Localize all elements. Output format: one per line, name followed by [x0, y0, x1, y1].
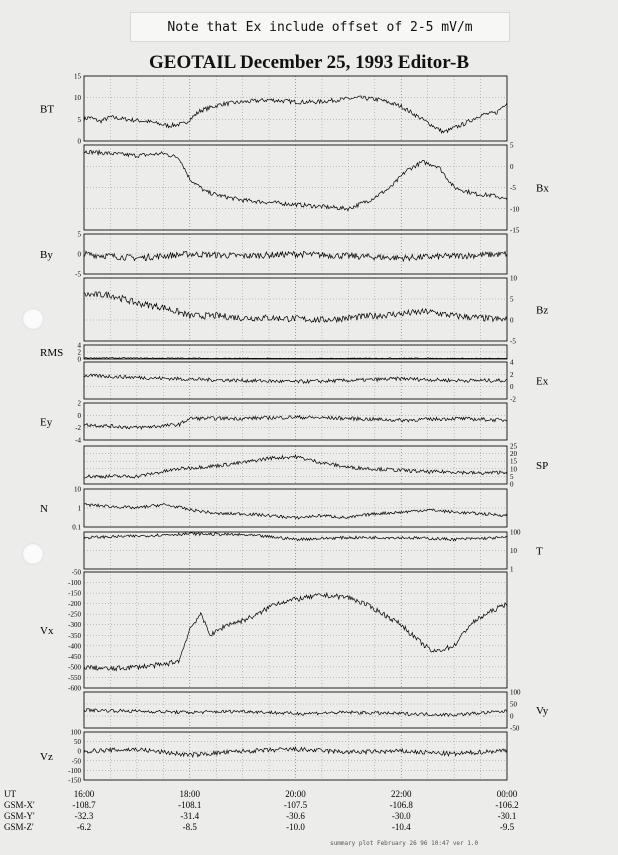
- ephemeris-value: 00:00: [496, 789, 518, 799]
- tick-label: -5: [75, 270, 81, 279]
- tick-label: 100: [510, 688, 521, 697]
- tick-label: 0: [510, 383, 514, 392]
- ephemeris-value: -108.7: [72, 800, 96, 810]
- panel-vy: [84, 689, 549, 733]
- tick-label: 15: [510, 457, 517, 466]
- ephemeris-value: -106.8: [389, 800, 413, 810]
- panel-label: Vx: [40, 625, 54, 637]
- ephemeris-value: -10.0: [286, 822, 305, 832]
- tick-label: 4: [77, 341, 81, 350]
- tick-label: -50: [71, 568, 81, 577]
- tick-label: -50: [71, 757, 81, 766]
- tick-label: -10: [510, 205, 520, 214]
- tick-label: 2: [77, 348, 81, 357]
- tick-label: -2: [75, 424, 81, 433]
- tick-label: 100: [510, 528, 521, 537]
- tick-label: -15: [510, 226, 520, 235]
- ephemeris-value: -6.2: [76, 822, 92, 832]
- tick-label: 0: [77, 411, 81, 420]
- tick-label: 10: [74, 94, 81, 103]
- tick-label: 50: [74, 738, 81, 747]
- ephemeris-value: -10.4: [391, 822, 411, 832]
- ephemeris-label: GSM-X': [4, 800, 35, 810]
- tick-label: -5: [510, 337, 516, 346]
- tick-label: 5: [510, 141, 514, 150]
- trace-t: [84, 533, 507, 541]
- tick-label: 15: [74, 72, 81, 81]
- tick-label: 0: [510, 162, 514, 171]
- tick-label: 10: [510, 274, 517, 283]
- tick-label: -500: [68, 663, 81, 672]
- tick-label: 0: [77, 137, 81, 146]
- tick-label: 0: [510, 480, 514, 489]
- tick-label: -300: [68, 621, 81, 630]
- footer-note: summary plot February 26 96 10:47 ver 1.0: [330, 840, 479, 847]
- ephemeris-label: GSM-Y': [4, 811, 35, 821]
- panel-vz: [40, 729, 507, 785]
- ephemeris-value: 16:00: [73, 789, 95, 799]
- tick-label: 1: [510, 565, 514, 574]
- ephemeris-row: [4, 789, 518, 799]
- tick-label: -400: [68, 642, 81, 651]
- tick-label: -450: [68, 652, 81, 661]
- ephemeris-row: [4, 811, 516, 821]
- tick-label: -100: [68, 766, 81, 775]
- tick-label: 4: [510, 358, 514, 367]
- tick-label: 5: [510, 472, 514, 481]
- panel-t: [84, 529, 543, 574]
- tick-label: 0.1: [72, 523, 81, 532]
- panel-label: SP: [536, 460, 549, 472]
- panel-label: Vz: [40, 751, 53, 763]
- tick-label: -200: [68, 600, 81, 609]
- tick-label: 100: [70, 728, 81, 737]
- tick-label: -100: [68, 579, 81, 588]
- chart-title: GEOTAIL December 25, 1993 Editor-B: [149, 52, 469, 73]
- tick-label: 10: [510, 465, 517, 474]
- tick-label: -5: [510, 184, 516, 192]
- tick-label: 5: [510, 295, 514, 304]
- panel-rms: [40, 342, 507, 364]
- ephemeris-value: 22:00: [390, 789, 412, 799]
- ephemeris-label: UT: [4, 789, 16, 799]
- panel-label: N: [40, 503, 48, 515]
- tick-label: -150: [68, 589, 81, 598]
- ephemeris-row: [4, 822, 515, 832]
- panel-label: Ey: [40, 416, 53, 429]
- panel-bt: [40, 73, 507, 146]
- tick-label: -2: [510, 395, 516, 404]
- tick-label: 10: [74, 485, 81, 494]
- panel-bx: [84, 142, 549, 235]
- tick-label: 5: [77, 115, 81, 124]
- tick-label: 20: [510, 450, 517, 459]
- ephemeris-value: -108.1: [178, 800, 202, 810]
- trace-ey: [84, 416, 507, 429]
- panel-ex: [84, 359, 549, 404]
- trace-vx: [84, 593, 507, 671]
- trace-bx: [84, 150, 507, 210]
- tick-label: -4: [75, 436, 81, 445]
- panel-label: BT: [40, 103, 55, 116]
- tick-label: 1: [77, 504, 81, 513]
- ephemeris-value: -30.0: [391, 811, 411, 821]
- panel-label: Bx: [536, 182, 549, 195]
- ephemeris-value: -31.4: [180, 811, 200, 821]
- tick-label: 10: [510, 547, 517, 555]
- ephemeris-value: -30.6: [286, 811, 305, 821]
- tick-label: -550: [68, 673, 81, 682]
- trace-vz: [84, 747, 507, 757]
- panel-by: [40, 231, 507, 279]
- tick-label: 5: [77, 230, 81, 239]
- tick-label: -600: [68, 684, 81, 693]
- ephemeris-value: 20:00: [285, 789, 306, 799]
- ephemeris-value: -8.5: [182, 822, 197, 832]
- tick-label: -250: [68, 610, 81, 619]
- trace-vy: [84, 709, 507, 717]
- tick-label: 2: [510, 370, 514, 379]
- tick-label: -50: [510, 724, 520, 733]
- panel-label: RMS: [40, 347, 64, 359]
- panel-n: [40, 486, 507, 532]
- panel-ey: [40, 400, 507, 445]
- panel-label: Vy: [536, 705, 549, 717]
- ephemeris-value: -106.2: [495, 800, 519, 810]
- tick-label: 50: [510, 700, 517, 709]
- tick-label: -350: [68, 631, 81, 640]
- panel-sp: [84, 443, 548, 489]
- tick-label: 25: [510, 442, 517, 451]
- tick-label: 0: [510, 712, 514, 721]
- tick-label: 0: [77, 250, 81, 259]
- tick-label: 0: [510, 316, 514, 325]
- ephemeris-label: GSM-Z': [4, 822, 34, 832]
- ephemeris-value: -9.5: [499, 822, 515, 832]
- ephemeris-value: 18:00: [179, 789, 201, 799]
- panel-vx: [40, 569, 507, 693]
- tick-label: 0: [77, 355, 81, 364]
- tick-label: 2: [77, 399, 81, 408]
- tick-label: -150: [68, 776, 81, 785]
- panel-label: By: [40, 249, 53, 261]
- ephemeris-row: [4, 800, 519, 810]
- ephemeris-value: -107.5: [283, 800, 308, 810]
- panel-label: Ex: [536, 375, 549, 388]
- offset-note: Note that Ex include offset of 2-5 mV/m: [130, 12, 510, 42]
- ephemeris-value: -30.1: [497, 811, 517, 821]
- panel-bz: [84, 275, 548, 346]
- ephemeris-value: -32.3: [74, 811, 94, 821]
- tick-label: 0: [77, 747, 81, 756]
- panel-label: Bz: [536, 304, 549, 317]
- trace-ex: [84, 374, 507, 383]
- panel-label: T: [536, 545, 543, 558]
